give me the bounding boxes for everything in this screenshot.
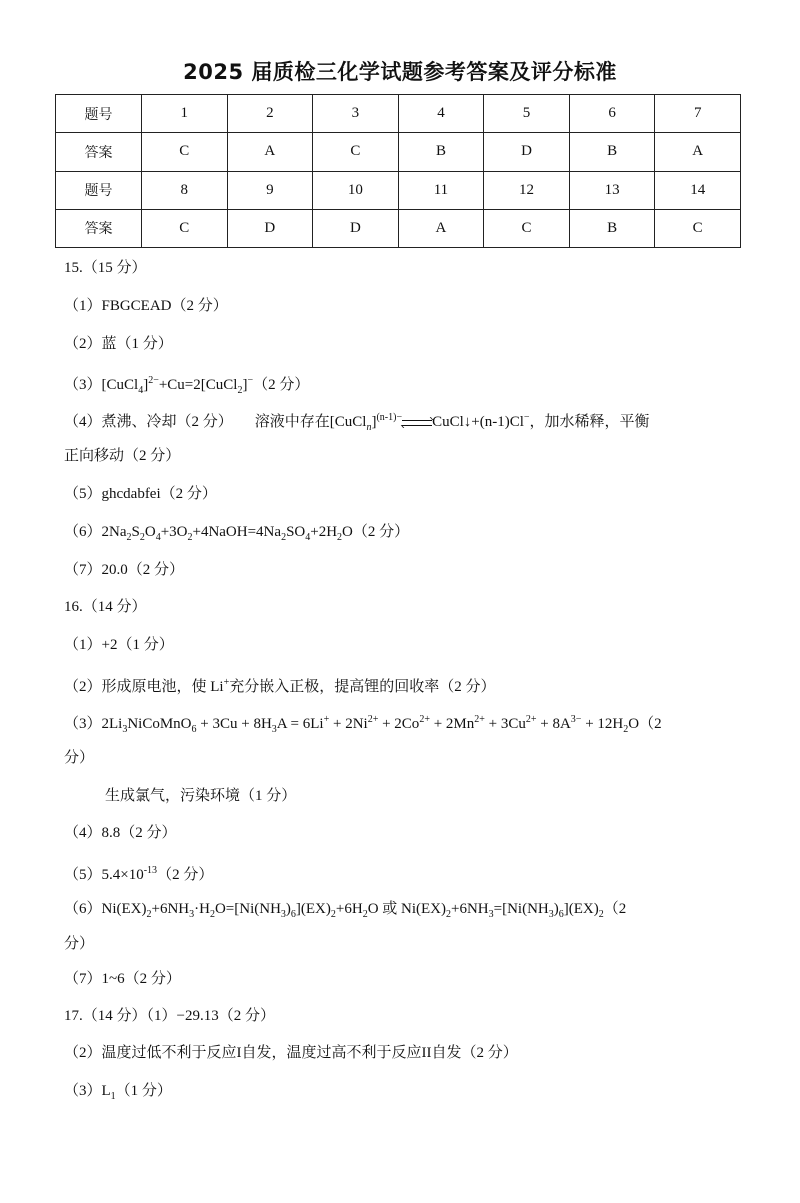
q15-part4: （4）煮沸、冷却（2 分） 溶液中存在[CuCl$_n$]$^{(n-1)-}$ CuCl↓+(n-1)Cl−，加水稀释，平衡 — [64, 412, 650, 433]
table-cell: C — [313, 133, 399, 171]
table-cell: B — [569, 209, 655, 247]
table-cell: 5 — [484, 95, 570, 133]
q16-part3: $(3)2Li_3NiCoMnO_6 + 3Cu + 8H_3A = 6Li^+ + 2Ni^{2+} + 2Co^{2+} + 2Mn^{2+} + 3Cu^{2+} + 8A^{3-} + 12H_2O(2$ — [64, 714, 662, 735]
page-title: 2025 届质检三化学试题参考答案及评分标准 — [183, 60, 617, 84]
table-cell: A — [398, 209, 484, 247]
table-cell: D — [484, 133, 570, 171]
table-cell: 2 — [227, 95, 313, 133]
answer-table — [55, 94, 741, 248]
q15-part2: （2）蓝（1 分） — [64, 336, 173, 352]
table-cell: 10 — [313, 171, 399, 209]
table-cell: 6 — [569, 95, 655, 133]
table-cell: A — [227, 133, 313, 171]
q16-part6-cont: 分） — [64, 936, 95, 952]
q16-part7: （7）1~6（2 分） — [64, 971, 181, 987]
table-row — [56, 209, 741, 247]
table-row — [56, 95, 741, 133]
table-cell: C — [142, 209, 228, 247]
table-cell: 13 — [569, 171, 655, 209]
q16-part6: $(6)Ni(EX)_2+6NH_3\cdot H_2O=[Ni(NH_3)_6](EX)_2+6H_2O$ 或 $Ni(EX)_2+6NH_3=[Ni(NH_3)_6](EX)_2(2$ — [64, 901, 627, 920]
q15-part7: （7）20.0（2 分） — [64, 562, 185, 578]
table-cell: 14 — [655, 171, 741, 209]
table-cell: 1 — [142, 95, 228, 133]
table-cell: B — [398, 133, 484, 171]
table-cell: C — [484, 209, 570, 247]
table-row — [56, 133, 741, 171]
row-label: 答案 — [56, 209, 142, 247]
q15-part4-cont: 正向移动（2 分） — [64, 448, 181, 464]
table-row — [56, 171, 741, 209]
q15-heading: 15.（15 分） — [64, 260, 147, 276]
table-cell: D — [227, 209, 313, 247]
table-cell: 3 — [313, 95, 399, 133]
row-label: 题号 — [56, 171, 142, 209]
q16-part4: （4）8.8（2 分） — [64, 825, 177, 841]
reversible-arrow-icon — [402, 416, 432, 430]
q15-part5: （5）ghcdabfei（2 分） — [64, 486, 217, 502]
table-cell: A — [655, 133, 741, 171]
row-label: 答案 — [56, 133, 142, 171]
table-cell: 4 — [398, 95, 484, 133]
q17-part3: $(3)L_1(1$ 分） — [64, 1083, 172, 1102]
q15-part6: $(6)2Na_2S_2O_4+3O_2+4NaOH=4Na_2SO_4+2H_2O(2$ 分） — [64, 524, 410, 543]
table-cell: 8 — [142, 171, 228, 209]
q15-part1: （1）FBGCEAD（2 分） — [64, 298, 228, 314]
q16-part3-cont: 分） — [64, 750, 95, 766]
table-cell: B — [569, 133, 655, 171]
table-cell: 12 — [484, 171, 570, 209]
q17-part2: （2）温度过低不利于反应I自发，温度过高不利于反应II自发（2 分） — [64, 1045, 518, 1061]
q16-part3-note: 生成氯气，污染环境（1 分） — [105, 788, 297, 804]
table-cell: 9 — [227, 171, 313, 209]
q15-part3: （3）[CuCl$_4$]$^{2-}$+Cu=2[CuCl$_2$]−（2 分） — [64, 375, 310, 396]
q17-heading: 17.（14 分）（1）−29.13（2 分） — [64, 1008, 275, 1024]
table-cell: C — [142, 133, 228, 171]
table-cell: D — [313, 209, 399, 247]
table-cell: 11 — [398, 171, 484, 209]
q16-heading: 16.（14 分） — [64, 599, 147, 615]
table-cell: C — [655, 209, 741, 247]
q16-part2: （2）形成原电池，使 Li+充分嵌入正极，提高锂的回收率（2 分） — [64, 677, 496, 695]
table-cell: 7 — [655, 95, 741, 133]
row-label: 题号 — [56, 95, 142, 133]
q16-part1: （1）+2（1 分） — [64, 637, 174, 653]
q16-part5: $(5)5.4\times 10^{-13}(2$ 分） — [64, 865, 214, 883]
